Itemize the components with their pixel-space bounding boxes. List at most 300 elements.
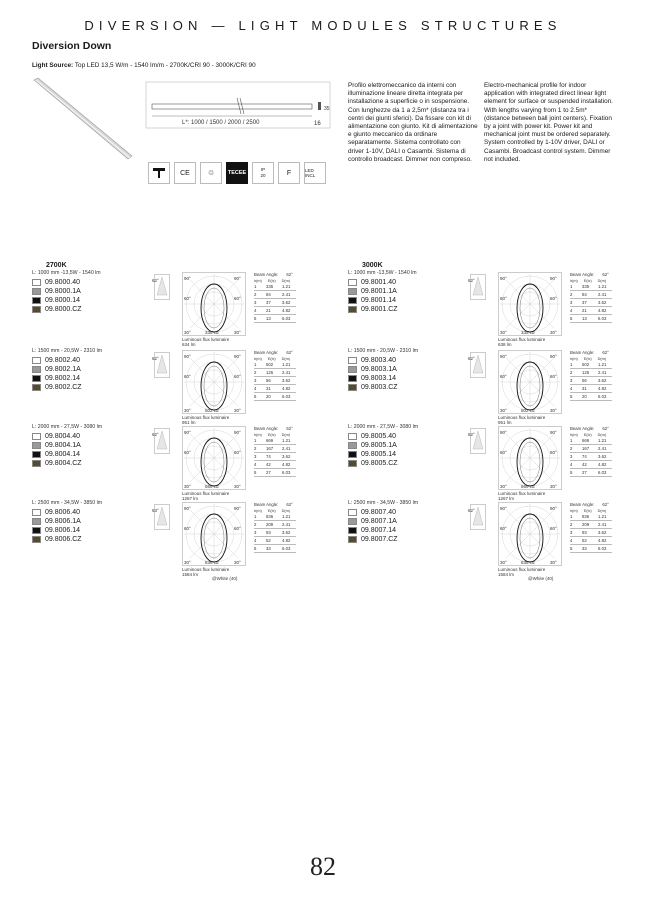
height-value: 4	[254, 386, 257, 391]
beam-table	[570, 502, 612, 553]
product-block	[348, 348, 646, 426]
polar-diagram	[498, 350, 562, 414]
product-code: 09.8002.14	[45, 375, 81, 382]
luminous-flux	[182, 337, 229, 347]
luminous-flux	[498, 337, 545, 347]
product-code-row	[32, 441, 82, 450]
luminous-flux-label: Luminous flux luminaire	[498, 415, 546, 420]
illuminance-value: 42	[266, 462, 271, 467]
beam-table-row	[254, 545, 296, 553]
diameter-value: 6.03	[598, 316, 607, 321]
angle-label: 90°	[234, 506, 241, 511]
height-value: 1	[254, 438, 257, 443]
polar-chart	[498, 426, 562, 495]
illuminance-value: 42	[582, 462, 587, 467]
angle-label: 90°	[184, 506, 191, 511]
product-code-row	[348, 459, 398, 468]
beam-angle-title: Beam Angle:	[570, 502, 595, 507]
angle-label: 90°	[184, 276, 191, 281]
candela-value: 836 cd	[205, 560, 219, 565]
product-code-row	[32, 535, 82, 544]
finish-swatch-grey	[32, 288, 41, 295]
section-profile	[318, 102, 321, 110]
beam-table-row	[254, 385, 296, 393]
product-code-row	[348, 441, 398, 450]
beam-angle-title: Beam Angle:	[570, 272, 595, 277]
angle-label: 90°	[550, 430, 557, 435]
height-value: 2	[570, 292, 573, 297]
product-spec: L: 1000 mm -13,5W - 1540 lm	[348, 270, 417, 276]
height-value: 5	[570, 316, 573, 321]
angle-label: 60°	[500, 296, 507, 301]
product-code: 09.8002.1A	[45, 366, 81, 373]
product-code: 09.8000.40	[45, 279, 81, 286]
height-value: 5	[254, 394, 257, 399]
product-block	[32, 500, 332, 578]
illuminance-value: 56	[582, 378, 587, 383]
product-block	[32, 348, 332, 426]
angle-label: 60°	[500, 450, 507, 455]
product-code: 09.8004.CZ	[45, 460, 82, 467]
diameter-value: 1.21	[282, 438, 291, 443]
height-value: 4	[254, 308, 257, 313]
product-drawing	[32, 74, 332, 166]
illuminance-value: 209	[582, 522, 590, 527]
beam-table-row	[570, 299, 612, 307]
col-header-h: h(m)	[570, 433, 578, 437]
product-code-row	[32, 287, 82, 296]
diameter-value: 4.82	[598, 308, 607, 313]
diameter-value: 3.62	[282, 378, 291, 383]
angle-label: 30°	[500, 484, 507, 489]
height-value: 1	[570, 514, 573, 519]
diameter-value: 6.03	[598, 470, 607, 475]
luminous-flux-label: Luminous flux luminaire	[498, 491, 546, 496]
beam-table-row	[570, 513, 612, 521]
finish-swatch-bronze	[348, 460, 357, 467]
product-code: 09.8004.14	[45, 451, 81, 458]
candela-value: 335 cd	[205, 330, 219, 335]
angle-label: 30°	[234, 330, 241, 335]
beam-table-row	[254, 461, 296, 469]
angle-label: 60°	[184, 450, 191, 455]
beam-angle-title: Beam Angle:	[254, 426, 279, 431]
product-code: 09.8005.40	[361, 433, 397, 440]
diameter-value: 6.03	[598, 394, 607, 399]
recycle-icon: ♲	[200, 162, 222, 184]
product-code: 09.8002.CZ	[45, 384, 82, 391]
diameter-value: 1.21	[282, 362, 291, 367]
luminous-flux-value: 634 lm	[182, 342, 196, 347]
beam-table-row	[254, 315, 296, 323]
candela-value: 669 cd	[205, 484, 219, 489]
angle-label: 30°	[234, 408, 241, 413]
product-code-row	[348, 296, 398, 305]
product-code-row	[32, 356, 82, 365]
beam-angle-label: 62°	[152, 432, 159, 437]
angle-label: 90°	[550, 506, 557, 511]
illuminance-value: 93	[582, 530, 587, 535]
product-code: 09.8007.40	[361, 509, 397, 516]
beam-table-row	[254, 529, 296, 537]
height-value: 1	[570, 362, 573, 367]
diameter-value: 6.03	[282, 470, 291, 475]
luminous-flux-label: Luminous flux luminaire	[182, 567, 230, 572]
illuminance-value: 84	[582, 292, 587, 297]
product-code: 09.8003.14	[361, 375, 397, 382]
height-value: 5	[254, 546, 257, 551]
led-incl-icon: LED INCL	[304, 162, 326, 184]
beam-table-row	[254, 393, 296, 401]
beam-table-row	[570, 283, 612, 291]
polar-diagram	[182, 350, 246, 414]
beam-angle-label: 62°	[152, 278, 159, 283]
beam-table-row	[570, 453, 612, 461]
angle-label: 90°	[184, 430, 191, 435]
angle-label: 60°	[234, 374, 241, 379]
polar-chart	[498, 502, 562, 571]
candela-value: 502 cd	[205, 408, 219, 413]
polar-diagram	[498, 426, 562, 490]
product-code: 09.8005.1A	[361, 442, 397, 449]
height-value: 3	[254, 378, 257, 383]
product-code-row	[348, 535, 398, 544]
finish-swatch-black	[348, 375, 357, 382]
height-value: 3	[254, 300, 257, 305]
track-icon	[148, 162, 170, 184]
illuminance-value: 20	[266, 394, 271, 399]
col-header-d: D(m)	[597, 279, 607, 283]
beam-angle-label: 62°	[468, 508, 475, 513]
illuminance-value: 84	[266, 292, 271, 297]
product-spec: L: 2000 mm - 27,5W - 3080 lm	[348, 424, 419, 430]
angle-label: 30°	[550, 330, 557, 335]
beam-angle-label: 63°	[152, 508, 159, 513]
product-code: 09.8004.1A	[45, 442, 81, 449]
beam-table-row	[570, 393, 612, 401]
col-header-h: h(m)	[254, 509, 262, 513]
beam-table-row	[570, 529, 612, 537]
polar-chart	[182, 272, 246, 341]
product-codes	[348, 432, 398, 468]
product-spec: L: 2000 mm - 27,5W - 3080 lm	[32, 424, 103, 430]
product-code-row	[32, 526, 82, 535]
diameter-value: 6.03	[598, 546, 607, 551]
beam-angle-title: Beam Angle:	[570, 426, 595, 431]
height-value: 1	[570, 438, 573, 443]
polar-chart	[182, 426, 246, 495]
height-value: 3	[570, 530, 573, 535]
finish-swatch-grey	[348, 442, 357, 449]
finish-swatch-bronze	[348, 306, 357, 313]
illuminance-value: 836	[266, 514, 274, 519]
beam-table	[570, 272, 612, 323]
beam-angle-label: 62°	[468, 432, 475, 437]
finish-swatch-white	[32, 357, 41, 364]
angle-label: 90°	[500, 430, 507, 435]
height-value: 1	[254, 362, 257, 367]
illuminance-value: 31	[266, 386, 271, 391]
angle-label: 30°	[184, 560, 191, 565]
description-italian: Profilo elettromeccanico da interni con illuminazione lineare diretta integrata per installazione a superficie o in sospensione. Con lunghezze da 1 a 2,5m* (distanza tra i centri dei giunti sferici). Da fissare con kit di alimentazione con giunto. Kit di alimentazione e giunto meccanico da ordinare separatamente. Sistema controllato con driver 1-10V, DALI o Casambi. Sistema di controllo broadcast. Dimmer non compreso.	[348, 82, 478, 163]
beam-table-row	[570, 537, 612, 545]
finish-swatch-white	[348, 357, 357, 364]
temperature-2700k: 2700K	[46, 262, 67, 269]
product-code-row	[348, 365, 398, 374]
illuminance-value: 836	[582, 514, 590, 519]
beam-angle-value: 62°	[286, 272, 293, 277]
luminous-flux-label: Luminous flux luminaire	[182, 337, 230, 342]
col-header-d: D(m)	[281, 279, 291, 283]
col-header-e: E(lx)	[267, 357, 276, 361]
col-header-d: D(m)	[597, 433, 607, 437]
polar-chart	[182, 350, 246, 419]
luminous-flux-value: 1267 lm	[182, 496, 199, 501]
product-block	[32, 424, 332, 502]
product-code-row	[32, 383, 82, 392]
height-value: 4	[254, 462, 257, 467]
illuminance-value: 20	[582, 394, 587, 399]
product-code-row	[348, 450, 398, 459]
light-source-label: Light Source:	[32, 62, 74, 69]
diameter-value: 2.41	[282, 522, 291, 527]
diameter-value: 3.62	[282, 530, 291, 535]
diameter-value: 4.82	[598, 538, 607, 543]
diameter-value: 3.62	[282, 300, 291, 305]
beam-table-row	[570, 369, 612, 377]
illuminance-value: 125	[582, 370, 590, 375]
product-code-row	[32, 508, 82, 517]
polar-diagram	[498, 272, 562, 336]
angle-label: 30°	[184, 408, 191, 413]
beam-angle-value: 62°	[602, 272, 609, 277]
finish-swatch-white	[32, 433, 41, 440]
beam-table-row	[570, 437, 612, 445]
profile-light-line	[36, 80, 130, 158]
angle-label: 90°	[500, 276, 507, 281]
beam-angle-value: 62°	[286, 350, 293, 355]
diameter-value: 4.82	[598, 462, 607, 467]
luminous-flux-value: 1584 lm	[498, 572, 515, 577]
finish-swatch-black	[32, 451, 41, 458]
col-header-h: h(m)	[570, 509, 578, 513]
finish-swatch-grey	[32, 366, 41, 373]
illuminance-value: 13	[582, 316, 587, 321]
height-value: 4	[570, 462, 573, 467]
height-value: 5	[254, 316, 257, 321]
angle-label: 60°	[184, 526, 191, 531]
beam-angle-value: 62°	[602, 502, 609, 507]
col-header-e: E(lx)	[583, 509, 592, 513]
candela-value: 836 cd	[521, 560, 535, 565]
col-header-e: E(lx)	[583, 433, 592, 437]
f-mark-icon: F	[278, 162, 300, 184]
product-code: 09.8001.1A	[361, 288, 397, 295]
illuminance-value: 669	[582, 438, 590, 443]
col-header-h: h(m)	[254, 357, 262, 361]
finish-swatch-black	[348, 451, 357, 458]
product-code-row	[32, 432, 82, 441]
beam-table-row	[254, 299, 296, 307]
angle-label: 90°	[550, 276, 557, 281]
height-value: 3	[254, 454, 257, 459]
product-block	[348, 270, 646, 348]
product-spec: L: 1500 mm - 20,5W - 2310 lm	[348, 348, 419, 354]
beam-table-row	[254, 521, 296, 529]
beam-angle-value: 62°	[602, 350, 609, 355]
polar-diagram	[182, 502, 246, 566]
angle-label: 60°	[550, 296, 557, 301]
beam-table-row	[254, 307, 296, 315]
illuminance-value: 52	[266, 538, 271, 543]
height-value: 2	[570, 522, 573, 527]
product-code-row	[348, 305, 398, 314]
beam-angle-title: Beam Angle:	[254, 272, 279, 277]
finish-swatch-white	[348, 433, 357, 440]
finish-swatch-grey	[348, 288, 357, 295]
diameter-value: 6.03	[282, 316, 291, 321]
white-note-right: @White (40)	[528, 576, 554, 581]
page-title: DIVERSION — LIGHT MODULES STRUCTURES	[84, 18, 562, 33]
beam-table-row	[570, 545, 612, 553]
angle-label: 30°	[500, 408, 507, 413]
luminous-flux-value: 1584 lm	[182, 572, 199, 577]
height-value: 1	[254, 284, 257, 289]
beam-angle-label: 62°	[468, 278, 475, 283]
height-value: 2	[254, 522, 257, 527]
beam-table-row	[570, 315, 612, 323]
product-code: 09.8006.1A	[45, 518, 81, 525]
product-codes	[348, 278, 398, 314]
diameter-value: 1.21	[282, 284, 291, 289]
product-code-row	[348, 517, 398, 526]
col-header-d: D(m)	[281, 357, 291, 361]
illuminance-value: 56	[266, 378, 271, 383]
length-dimension: L*: 1000 / 1500 / 2000 / 2500	[182, 120, 260, 126]
beam-angle-title: Beam Angle:	[254, 502, 279, 507]
beam-table-row	[570, 377, 612, 385]
angle-label: 90°	[234, 354, 241, 359]
finish-swatch-black	[348, 527, 357, 534]
illuminance-value: 31	[582, 386, 587, 391]
col-header-e: E(lx)	[583, 279, 592, 283]
illuminance-value: 502	[582, 362, 590, 367]
polar-chart	[182, 502, 246, 571]
luminous-flux-value: 951 lm	[498, 420, 512, 425]
angle-label: 30°	[234, 484, 241, 489]
product-code: 09.8004.40	[45, 433, 81, 440]
product-code-row	[348, 383, 398, 392]
diameter-value: 4.82	[282, 308, 291, 313]
finish-swatch-black	[348, 297, 357, 304]
product-code: 09.8007.1A	[361, 518, 397, 525]
diameter-value: 4.82	[282, 538, 291, 543]
product-codes	[32, 432, 82, 468]
height-value: 1	[254, 514, 257, 519]
beam-table	[254, 502, 296, 553]
height-value: 3	[254, 530, 257, 535]
product-code-row	[32, 296, 82, 305]
angle-label: 60°	[234, 296, 241, 301]
diameter-value: 1.21	[282, 514, 291, 519]
finish-swatch-bronze	[32, 384, 41, 391]
diameter-value: 2.41	[282, 292, 291, 297]
product-code-row	[348, 508, 398, 517]
beam-angle-value: 62°	[286, 426, 293, 431]
finish-swatch-white	[348, 509, 357, 516]
col-header-h: h(m)	[254, 433, 262, 437]
product-code: 09.8007.14	[361, 527, 397, 534]
height-value: 2	[254, 292, 257, 297]
illuminance-value: 209	[266, 522, 274, 527]
beam-angle-value: 62°	[286, 502, 293, 507]
height-dimension: 35	[324, 106, 330, 112]
candela-value: 502 cd	[521, 408, 535, 413]
angle-label: 30°	[184, 484, 191, 489]
angle-label: 30°	[234, 560, 241, 565]
diameter-value: 3.62	[598, 378, 607, 383]
product-code-row	[348, 432, 398, 441]
product-code-row	[32, 374, 82, 383]
luminous-flux-value: 638 lm	[498, 342, 512, 347]
beam-table-row	[570, 291, 612, 299]
product-codes	[348, 508, 398, 544]
diameter-value: 3.62	[282, 454, 291, 459]
luminous-flux-label: Luminous flux luminaire	[498, 337, 546, 342]
angle-label: 60°	[234, 526, 241, 531]
height-value: 2	[254, 446, 257, 451]
col-header-d: D(m)	[281, 509, 291, 513]
beam-table-row	[570, 521, 612, 529]
diameter-value: 4.82	[282, 386, 291, 391]
product-code-row	[32, 278, 82, 287]
angle-label: 30°	[500, 330, 507, 335]
product-code-row	[32, 450, 82, 459]
diameter-value: 2.41	[598, 522, 607, 527]
beam-table-row	[254, 445, 296, 453]
beam-table-row	[254, 369, 296, 377]
product-subtitle: Diversion Down	[32, 40, 112, 52]
height-value: 3	[570, 378, 573, 383]
col-header-e: E(lx)	[267, 433, 276, 437]
illuminance-value: 13	[266, 316, 271, 321]
product-code-row	[348, 287, 398, 296]
finish-swatch-black	[32, 527, 41, 534]
height-value: 5	[570, 470, 573, 475]
beam-table	[570, 350, 612, 401]
product-code: 09.8003.1A	[361, 366, 397, 373]
luminous-flux-value: 951 lm	[182, 420, 196, 425]
height-value: 5	[570, 394, 573, 399]
certification-icons	[148, 162, 326, 184]
finish-swatch-bronze	[348, 384, 357, 391]
diameter-value: 2.41	[282, 446, 291, 451]
diameter-value: 3.62	[598, 530, 607, 535]
beam-table-row	[254, 291, 296, 299]
candela-value: 669 cd	[521, 484, 535, 489]
angle-label: 90°	[550, 354, 557, 359]
height-value: 3	[570, 300, 573, 305]
beam-table-row	[570, 461, 612, 469]
beam-table-row	[254, 437, 296, 445]
product-code: 09.8000.CZ	[45, 306, 82, 313]
diameter-value: 6.03	[282, 394, 291, 399]
finish-swatch-grey	[348, 366, 357, 373]
col-header-e: E(lx)	[583, 357, 592, 361]
finish-swatch-bronze	[348, 536, 357, 543]
beam-table-row	[570, 385, 612, 393]
col-header-d: D(m)	[281, 433, 291, 437]
